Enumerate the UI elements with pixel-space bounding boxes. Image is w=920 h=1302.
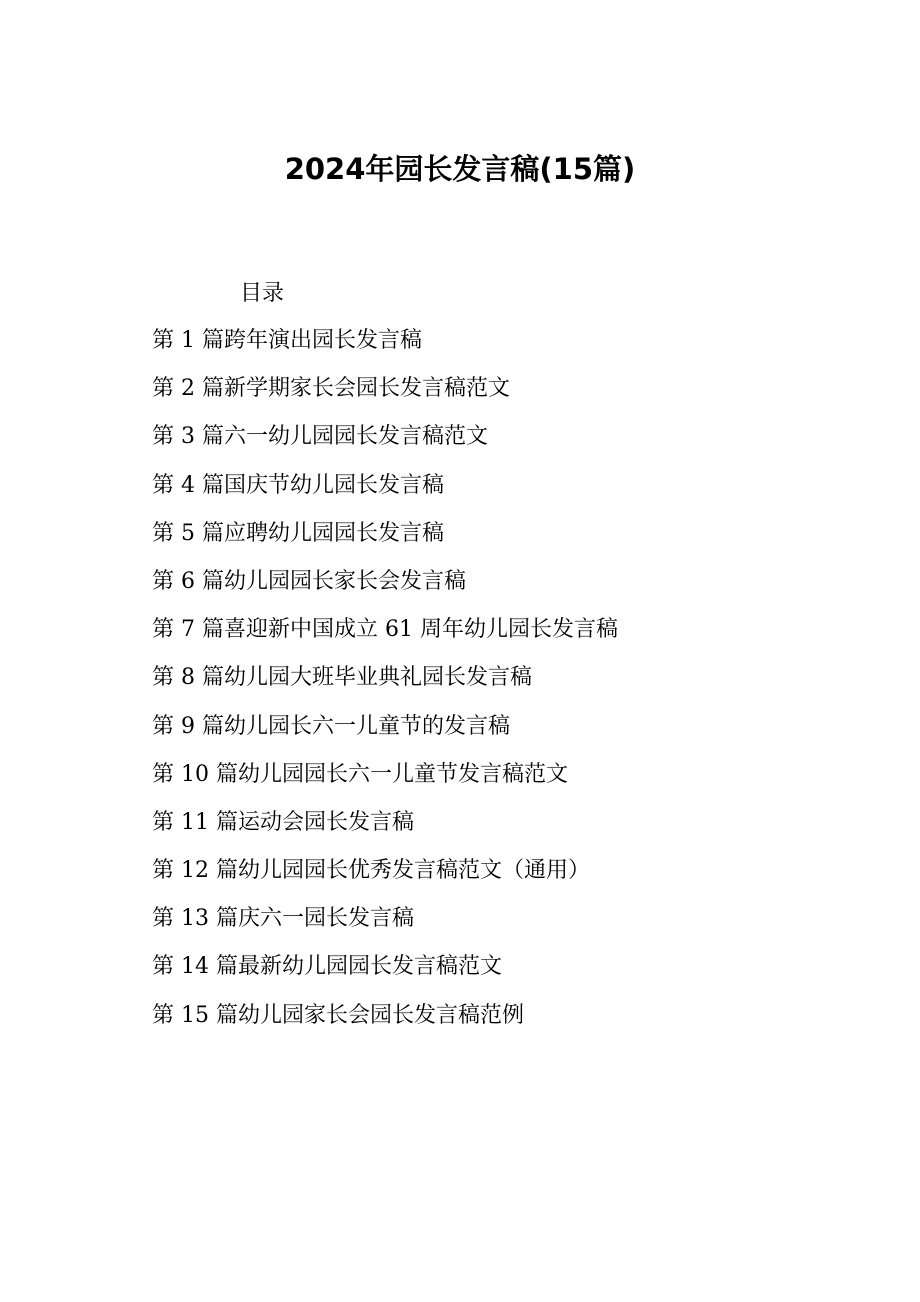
toc-item-3: 第 3 篇六一幼儿园园长发言稿范文 xyxy=(152,424,488,450)
table-of-contents xyxy=(152,325,618,1048)
toc-item-15: 第 15 篇幼儿园家长会园长发言稿范例 xyxy=(152,1002,524,1028)
toc-item-7: 第 7 篇喜迎新中国成立 61 周年幼儿园长发言稿 xyxy=(152,617,618,643)
toc-heading: 目录 xyxy=(240,281,285,306)
toc-item-9: 第 9 篇幼儿园长六一儿童节的发言稿 xyxy=(152,713,510,739)
toc-item-5: 第 5 篇应聘幼儿园园长发言稿 xyxy=(152,520,444,546)
toc-item-12: 第 12 篇幼儿园园长优秀发言稿范文（通用） xyxy=(152,858,590,884)
toc-item-4: 第 4 篇国庆节幼儿园长发言稿 xyxy=(152,472,444,498)
toc-item-6: 第 6 篇幼儿园园长家长会发言稿 xyxy=(152,568,466,594)
toc-item-8: 第 8 篇幼儿园大班毕业典礼园长发言稿 xyxy=(152,665,532,691)
toc-item-2: 第 2 篇新学期家长会园长发言稿范文 xyxy=(152,376,510,402)
toc-item-14: 第 14 篇最新幼儿园园长发言稿范文 xyxy=(152,954,502,980)
toc-item-13: 第 13 篇庆六一园长发言稿 xyxy=(152,906,414,932)
toc-item-11: 第 11 篇运动会园长发言稿 xyxy=(152,809,414,835)
toc-item-1: 第 1 篇跨年演出园长发言稿 xyxy=(152,328,422,353)
toc-item-10: 第 10 篇幼儿园园长六一儿童节发言稿范文 xyxy=(152,761,568,787)
document-title: 2024年园长发言稿(15篇) xyxy=(284,152,636,186)
